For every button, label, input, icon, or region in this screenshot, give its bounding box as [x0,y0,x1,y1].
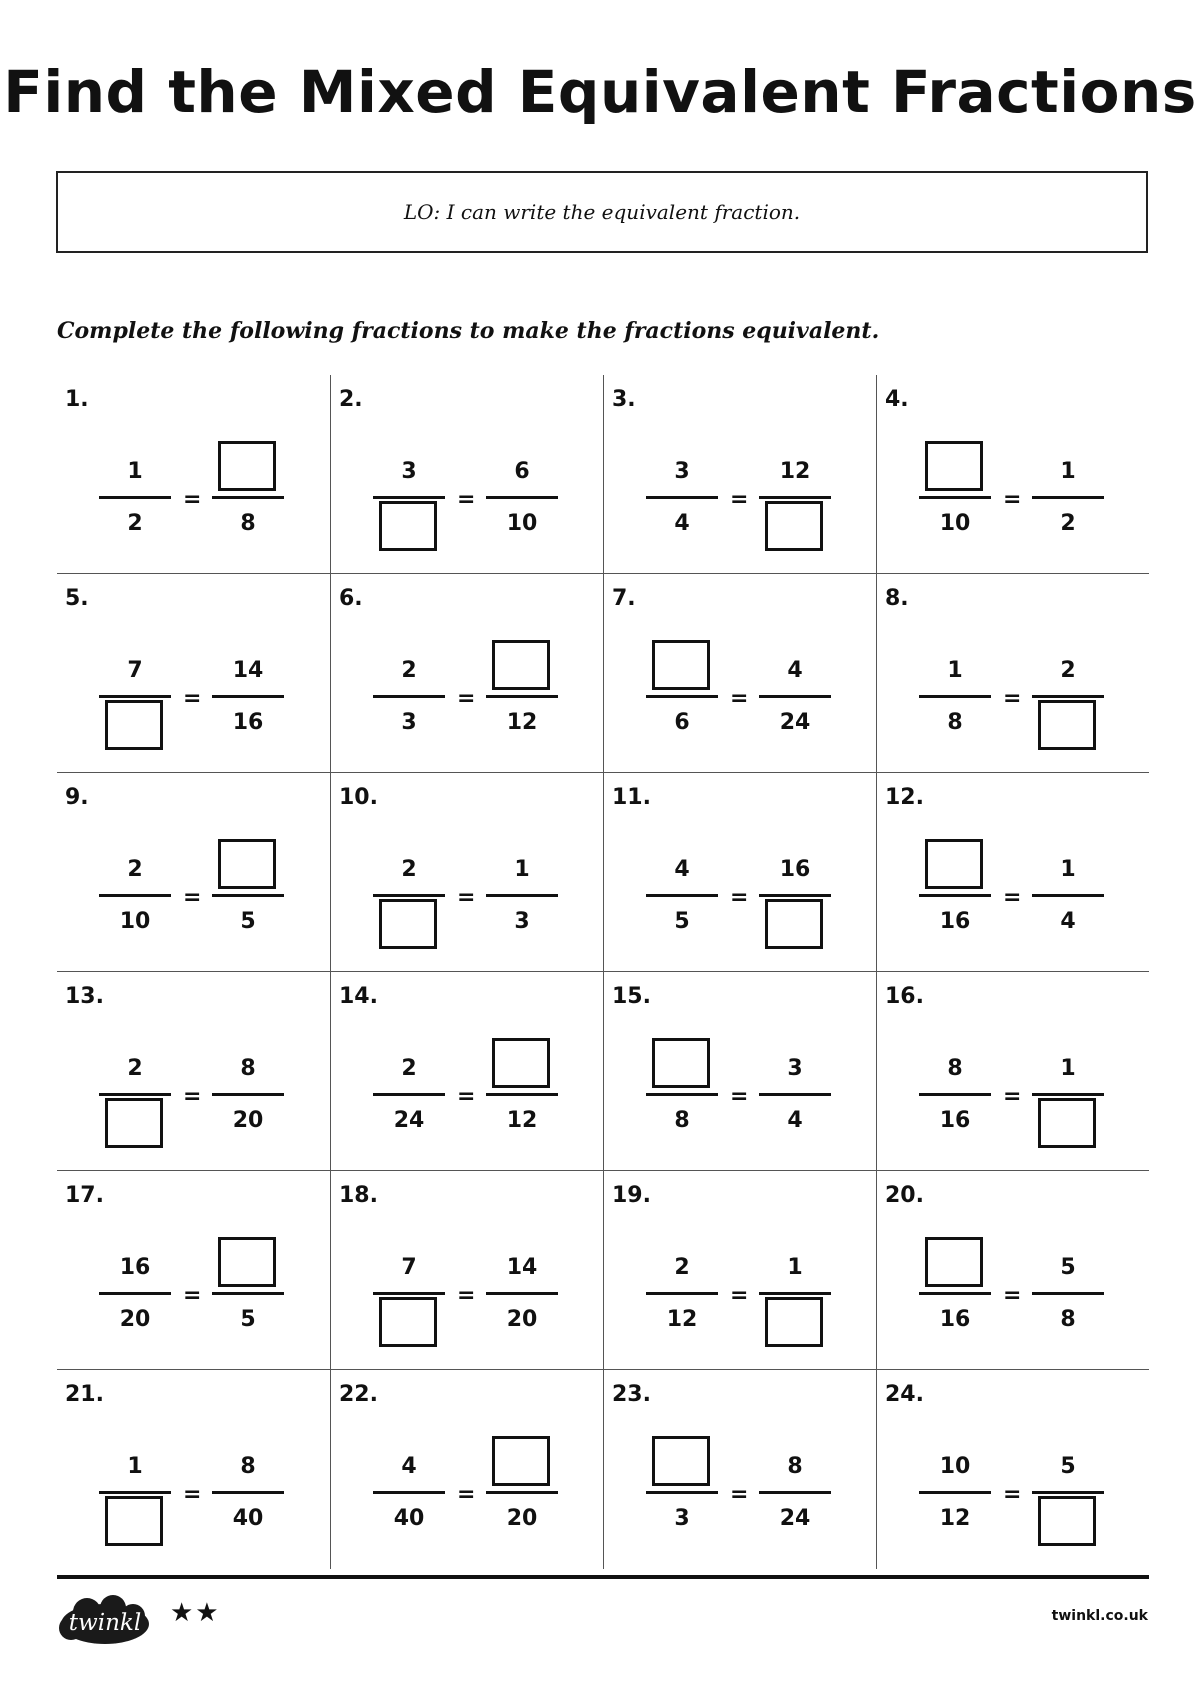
fraction-equation [373,1233,558,1357]
right-fraction [759,636,831,760]
right-fraction [1032,437,1104,561]
question-cell [57,1370,330,1569]
left-fraction [646,1432,718,1556]
fraction-bar [486,894,558,897]
denominator: 10 [939,511,971,536]
numerator-answer-box[interactable] [218,441,276,491]
question-number: 13. [65,984,104,1009]
left-fraction [646,437,718,561]
right-fraction [212,1233,284,1357]
question-cell [330,1370,603,1569]
denominator-answer-box[interactable] [1038,1496,1096,1546]
equals-sign: = [183,1283,202,1308]
denominator: 8 [947,710,963,735]
question-cell [330,972,603,1171]
question-cell [57,972,330,1171]
equals-sign: = [730,1482,749,1507]
denominator: 3 [514,909,530,934]
right-fraction [212,1432,284,1556]
numerator: 2 [1060,658,1076,683]
left-fraction [99,1034,171,1158]
fraction-bar [1032,695,1104,698]
denominator-answer-box[interactable] [105,1098,163,1148]
equals-sign: = [183,885,202,910]
question-number: 16. [885,984,924,1009]
fraction-equation [373,1432,558,1556]
numerator: 16 [119,1255,151,1280]
numerator-answer-box[interactable] [218,1237,276,1287]
denominator: 8 [674,1108,690,1133]
denominator-answer-box[interactable] [379,899,437,949]
denominator: 12 [506,1108,538,1133]
question-cell [603,1171,876,1370]
equals-sign: = [730,1084,749,1109]
denominator-answer-box[interactable] [765,899,823,949]
question-cell [603,972,876,1171]
denominator: 2 [127,511,143,536]
fraction-bar [212,496,284,499]
fraction-bar [759,695,831,698]
difficulty-stars-icon: ★★ [170,1598,221,1628]
equals-sign: = [1003,1283,1022,1308]
right-fraction [212,636,284,760]
numerator: 1 [947,658,963,683]
fraction-bar [646,1292,718,1295]
numerator: 6 [514,459,530,484]
denominator: 2 [1060,511,1076,536]
fraction-equation [646,1233,831,1357]
denominator: 5 [674,909,690,934]
question-number: 15. [612,984,651,1009]
right-fraction [1032,636,1104,760]
fraction-bar [1032,1292,1104,1295]
fraction-bar [1032,496,1104,499]
denominator: 16 [939,1307,971,1332]
equals-sign: = [183,686,202,711]
numerator: 4 [401,1454,417,1479]
question-number: 4. [885,387,909,412]
fraction-bar [373,1093,445,1096]
right-fraction [486,1432,558,1556]
denominator: 12 [666,1307,698,1332]
left-fraction [646,835,718,959]
question-cell [876,1370,1149,1569]
right-fraction [1032,1034,1104,1158]
equals-sign: = [183,1084,202,1109]
question-cell [876,1171,1149,1370]
numerator-answer-box[interactable] [652,640,710,690]
fraction-bar [646,695,718,698]
numerator: 2 [401,857,417,882]
numerator: 8 [947,1056,963,1081]
denominator: 12 [939,1506,971,1531]
fraction-bar [99,1491,171,1494]
fraction-equation [373,437,558,561]
numerator-answer-box[interactable] [492,1436,550,1486]
question-number: 12. [885,785,924,810]
left-fraction [373,1034,445,1158]
fraction-equation [373,835,558,959]
numerator-answer-box[interactable] [925,839,983,889]
fraction-bar [1032,1491,1104,1494]
learning-objective-box [56,171,1148,253]
numerator: 1 [127,459,143,484]
question-number: 21. [65,1382,104,1407]
numerator: 5 [1060,1255,1076,1280]
left-fraction [373,437,445,561]
numerator-answer-box[interactable] [652,1038,710,1088]
right-fraction [486,835,558,959]
numerator: 8 [787,1454,803,1479]
fraction-bar [486,695,558,698]
denominator: 20 [506,1307,538,1332]
numerator: 7 [401,1255,417,1280]
question-cell [330,375,603,574]
left-fraction [919,835,991,959]
numerator: 3 [401,459,417,484]
equals-sign: = [457,1283,476,1308]
fraction-bar [1032,1093,1104,1096]
question-number: 8. [885,586,909,611]
right-fraction [1032,835,1104,959]
learning-objective-text: LO: I can write the equivalent fraction. [403,200,801,224]
right-fraction [759,437,831,561]
numerator: 1 [1060,857,1076,882]
question-number: 22. [339,1382,378,1407]
denominator: 3 [401,710,417,735]
numerator: 3 [787,1056,803,1081]
fraction-bar [373,1292,445,1295]
question-number: 3. [612,387,636,412]
question-cell [330,773,603,972]
right-fraction [486,1233,558,1357]
equals-sign: = [1003,1084,1022,1109]
logo-text: twinkl [68,1610,142,1636]
twinkl-logo [57,1594,153,1648]
denominator: 10 [119,909,151,934]
numerator: 2 [127,1056,143,1081]
equals-sign: = [1003,885,1022,910]
question-number: 19. [612,1183,651,1208]
equals-sign: = [730,885,749,910]
fraction-bar [919,695,991,698]
question-cell [876,773,1149,972]
right-fraction [486,437,558,561]
denominator: 10 [506,511,538,536]
fraction-bar [1032,894,1104,897]
denominator-answer-box[interactable] [379,501,437,551]
fraction-bar [99,695,171,698]
numerator: 2 [674,1255,690,1280]
numerator: 1 [787,1255,803,1280]
numerator: 1 [127,1454,143,1479]
right-fraction [212,437,284,561]
question-cell [57,375,330,574]
fraction-bar [759,1491,831,1494]
fraction-bar [919,894,991,897]
denominator: 4 [1060,909,1076,934]
question-number: 2. [339,387,363,412]
fraction-bar [646,496,718,499]
numerator: 3 [674,459,690,484]
fraction-bar [212,1491,284,1494]
question-cell [330,574,603,773]
fraction-bar [212,695,284,698]
denominator-answer-box[interactable] [379,1297,437,1347]
equals-sign: = [183,1482,202,1507]
fraction-bar [919,1491,991,1494]
denominator: 12 [506,710,538,735]
equals-sign: = [1003,686,1022,711]
left-fraction [99,1432,171,1556]
denominator: 3 [674,1506,690,1531]
denominator: 40 [393,1506,425,1531]
denominator: 8 [240,511,256,536]
numerator: 1 [1060,459,1076,484]
right-fraction [1032,1233,1104,1357]
fraction-equation [919,1432,1104,1556]
left-fraction [373,1233,445,1357]
fraction-bar [373,496,445,499]
right-fraction [759,835,831,959]
question-number: 6. [339,586,363,611]
question-cell [603,1370,876,1569]
right-fraction [759,1432,831,1556]
fraction-bar [759,894,831,897]
equals-sign: = [730,686,749,711]
fraction-bar [486,496,558,499]
denominator-answer-box[interactable] [105,1496,163,1546]
question-number: 23. [612,1382,651,1407]
left-fraction [99,437,171,561]
denominator: 4 [787,1108,803,1133]
fraction-bar [759,496,831,499]
fraction-bar [646,894,718,897]
denominator-answer-box[interactable] [765,1297,823,1347]
fraction-equation [373,1034,558,1158]
denominator-answer-box[interactable] [765,501,823,551]
denominator: 40 [232,1506,264,1531]
fraction-bar [212,894,284,897]
fraction-bar [646,1491,718,1494]
fraction-equation [373,636,558,760]
right-fraction [759,1233,831,1357]
fraction-equation [99,1432,284,1556]
fraction-bar [99,1292,171,1295]
page-title: Find the Mixed Equivalent Fractions [3,58,1197,126]
site-url: twinkl.co.uk [1051,1608,1148,1624]
fraction-equation [99,835,284,959]
fraction-bar [373,695,445,698]
question-number: 14. [339,984,378,1009]
fraction-bar [759,1292,831,1295]
question-number: 20. [885,1183,924,1208]
question-cell [603,375,876,574]
numerator-answer-box[interactable] [652,1436,710,1486]
left-fraction [373,835,445,959]
fraction-bar [212,1093,284,1096]
question-cell [57,773,330,972]
question-cell [330,1171,603,1370]
equals-sign: = [457,1084,476,1109]
question-number: 7. [612,586,636,611]
question-cell [876,574,1149,773]
fraction-bar [919,1093,991,1096]
fraction-equation [99,1034,284,1158]
numerator-answer-box[interactable] [492,1038,550,1088]
numerator: 2 [127,857,143,882]
equals-sign: = [457,1482,476,1507]
numerator-answer-box[interactable] [925,441,983,491]
denominator: 16 [939,909,971,934]
denominator: 6 [674,710,690,735]
numerator: 8 [240,1056,256,1081]
denominator-answer-box[interactable] [1038,700,1096,750]
numerator: 4 [787,658,803,683]
denominator-answer-box[interactable] [105,700,163,750]
equals-sign: = [1003,487,1022,512]
left-fraction [373,636,445,760]
left-fraction [919,437,991,561]
fraction-bar [759,1093,831,1096]
question-cell [57,574,330,773]
left-fraction [919,1432,991,1556]
fraction-bar [486,1093,558,1096]
fraction-equation [919,1233,1104,1357]
numerator-answer-box[interactable] [218,839,276,889]
denominator: 8 [1060,1307,1076,1332]
question-number: 10. [339,785,378,810]
numerator: 14 [506,1255,538,1280]
fraction-equation [919,437,1104,561]
numerator: 12 [779,459,811,484]
denominator: 16 [939,1108,971,1133]
left-fraction [99,835,171,959]
denominator: 5 [240,1307,256,1332]
fraction-bar [212,1292,284,1295]
fraction-equation [99,437,284,561]
fraction-equation [646,437,831,561]
question-cell [603,574,876,773]
equals-sign: = [1003,1482,1022,1507]
fraction-bar [646,1093,718,1096]
right-fraction [212,835,284,959]
right-fraction [1032,1432,1104,1556]
fraction-equation [919,1034,1104,1158]
fraction-equation [646,636,831,760]
right-fraction [212,1034,284,1158]
equals-sign: = [457,487,476,512]
numerator: 4 [674,857,690,882]
fraction-equation [646,1034,831,1158]
denominator-answer-box[interactable] [1038,1098,1096,1148]
numerator: 8 [240,1454,256,1479]
right-fraction [486,636,558,760]
numerator: 1 [514,857,530,882]
numerator: 7 [127,658,143,683]
fraction-bar [919,496,991,499]
instruction-text: Complete the following fractions to make the fractions equivalent. [57,318,880,344]
fraction-bar [486,1491,558,1494]
fraction-equation [646,1432,831,1556]
left-fraction [99,1233,171,1357]
numerator: 2 [401,658,417,683]
left-fraction [646,1034,718,1158]
fraction-bar [373,894,445,897]
equals-sign: = [457,885,476,910]
equals-sign: = [183,487,202,512]
fraction-equation [919,636,1104,760]
numerator-answer-box[interactable] [492,640,550,690]
question-cell [603,773,876,972]
right-fraction [759,1034,831,1158]
question-number: 5. [65,586,89,611]
denominator: 24 [779,1506,811,1531]
fraction-equation [99,636,284,760]
equals-sign: = [730,487,749,512]
equals-sign: = [730,1283,749,1308]
question-number: 18. [339,1183,378,1208]
question-cell [876,375,1149,574]
left-fraction [646,636,718,760]
numerator: 1 [1060,1056,1076,1081]
fraction-bar [99,894,171,897]
question-number: 1. [65,387,89,412]
footer-divider [57,1575,1149,1579]
denominator: 5 [240,909,256,934]
right-fraction [486,1034,558,1158]
fraction-bar [373,1491,445,1494]
denominator: 20 [232,1108,264,1133]
question-cell [57,1171,330,1370]
left-fraction [373,1432,445,1556]
numerator: 2 [401,1056,417,1081]
denominator: 16 [232,710,264,735]
fraction-bar [486,1292,558,1295]
numerator: 14 [232,658,264,683]
denominator: 4 [674,511,690,536]
fraction-equation [919,835,1104,959]
question-number: 17. [65,1183,104,1208]
question-cell [876,972,1149,1171]
fraction-bar [919,1292,991,1295]
equals-sign: = [457,686,476,711]
fraction-equation [99,1233,284,1357]
numerator: 16 [779,857,811,882]
denominator: 24 [393,1108,425,1133]
numerator: 5 [1060,1454,1076,1479]
left-fraction [919,1034,991,1158]
left-fraction [919,636,991,760]
fraction-bar [99,1093,171,1096]
left-fraction [99,636,171,760]
left-fraction [646,1233,718,1357]
fraction-bar [99,496,171,499]
denominator: 20 [119,1307,151,1332]
denominator: 20 [506,1506,538,1531]
question-number: 11. [612,785,651,810]
numerator: 10 [939,1454,971,1479]
question-number: 24. [885,1382,924,1407]
numerator-answer-box[interactable] [925,1237,983,1287]
question-grid [57,375,1149,1569]
question-number: 9. [65,785,89,810]
denominator: 24 [779,710,811,735]
fraction-equation [646,835,831,959]
left-fraction [919,1233,991,1357]
